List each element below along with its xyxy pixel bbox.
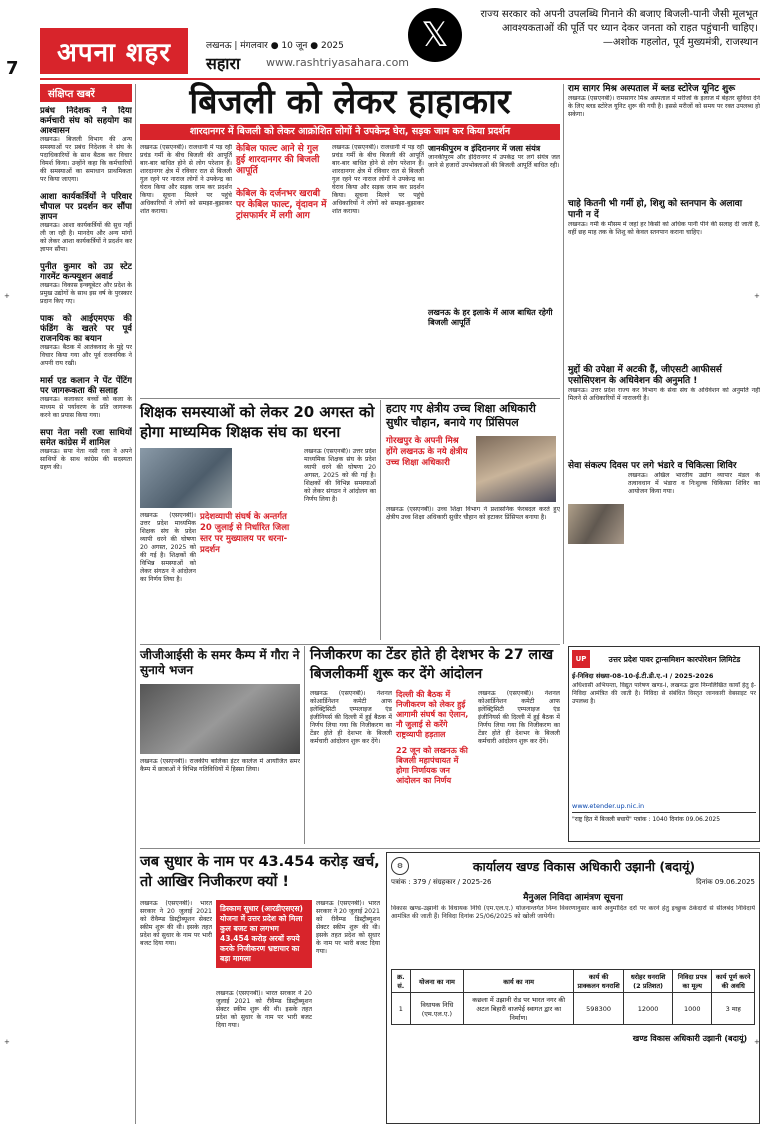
privatization-body: लखनऊ (एसएनबी)। नेशनल कोआर्डिनेशन कमेटी आफ इलेक्ट्रिसिटी एम्पलाइज एंड इंजीनियर्स की दिल्ली में हुई बैठक में निर्णय लिया गया कि निजीकरण का टेंडर होते ही देशभर के बिजली कर्मचारी आंदोलन शुरू कर देंगे। (310, 690, 392, 745)
lead-body-cont: लखनऊ (एसएनबी)। राजधानी में पड़ रही प्रचंड गर्मी के बीच बिजली की आपूर्ति बार-बार बाधित होने से लोग परेशान हैं। शारदानगर क्षेत्र में रविवार रात से बिजली गुल रहने पर नाराज लोगों ने उपकेन्द्र का घेराव किया और सड़क जाम कर प्रदर्शन किया। सूचना मिलने पर पहुंचे अधिकारियों ने लोगों को समझा-बुझाकर शांत कराया। (332, 144, 424, 215)
teachers-body-cont: लखनऊ (एसएनबी)। उत्तर प्रदेश माध्यमिक शिक्षक संघ के प्रदेश व्यापी धरने की घोषणा 20 अगस्त, 2025 को की गई है। शिक्षकों की विभिन्न समस्याओं को लेकर संगठन ने आंदोलन का निर्णय लिया है। (304, 448, 376, 503)
crop-mark: + (4, 292, 10, 300)
story-body: लखनऊ। गर्मी के मौसम में जहां हर किसी को अधिक पानी पीने की सलाह दी जाती है, वहीं छह माह तक के शिशु को केवल स्तनपान कराना चाहिए। (568, 221, 760, 236)
higher-edu-headline: हटाए गए क्षेत्रीय उच्च शिक्षा अधिकारी सुधीर चौहान, बनाये गए प्रिंसिपल (386, 402, 536, 429)
pull-quote: केबिल फाल्ट आने से गुल हुई शारदानगर की बिजली आपूर्ति (236, 144, 320, 176)
sidebox-body: जानकीपुरम और इंदिरानगर में उपकेंद्र पर लगे संयंत्र जल जाने से हजारों उपभोक्ताओं की बिजली आपूर्ति बाधित रही। (428, 154, 560, 169)
brief-news-list (40, 106, 132, 1106)
crop-mark: + (4, 1038, 10, 1046)
teachers-pull: प्रदेशव्यापी संघर्ष के अन्तर्गत 20 जुलाई से निर्धारित जिला स्तर पर मुख्यालय पर धरना-प्रदर्शन (200, 512, 290, 555)
summer-camp-photo (140, 684, 300, 754)
table-header: क्र. सं. (392, 970, 411, 993)
sidebox-highlight: लखनऊ के हर इलाके में आज बाधित रहेगी बिजली आपूर्ति (428, 308, 553, 327)
upptcl-tender-ad (568, 646, 760, 842)
pull-quote: दिल्ली की बैठक में निजीकरण को लेकर हुई आगामी संघर्ष का ऐलान, नौ जुलाई से करेंगे राष्ट्रव्यापी हड़ताल (396, 690, 469, 739)
right-stories (568, 84, 760, 532)
tender-body: विकास खण्ड-उझानी के विधायक निधि (एम.एल.ए.) योजनान्तर्गत निम्न विवरणानुसार कार्य अनुमोदित दरों पर करने हेतु इच्छुक ठेकेदारों से सीलबंद निविदायें आमंत्रित की जाती हैं। निविदा दिनांक 25/06/2025 को खोली जायेगी। (391, 905, 755, 920)
edition-date: लखनऊ | मंगलवार ● 10 जून ● 2025 (206, 41, 344, 51)
reform-body-cont2: लखनऊ (एसएनबी)। भारत सरकार ने 20 जुलाई 2021 को रीवैम्प्ड डिस्ट्रीब्यूशन सेक्टर स्कीम शुरू की थी। इसके तहत प्रदेश को सुधार के नाम पर भारी बजट दिया गया। (316, 900, 380, 955)
brief-news-column (40, 84, 132, 1106)
story-head: सेवा संकल्प दिवस पर लगे भंडारे व चिकित्सा शिविर (568, 461, 737, 471)
table-header: योजना का नाम (410, 970, 463, 993)
lead-subhead: शारदानगर में बिजली को लेकर आक्रोशित लोगों ने उपकेन्द्र घेरा, सड़क जाम कर किया प्रदर्शन (140, 124, 560, 140)
table-header: कार्य का नाम (464, 970, 574, 993)
ad-tender-no: ई-निविदा संख्या-08-10-ई.टी.डी.ए.-I / 2025-2026 (572, 672, 714, 680)
tender-table (391, 969, 755, 1025)
x-logo-icon: 𝕏 (408, 8, 462, 62)
pull-quote: केबिल के दर्जनभर खराबी पर केबिल फाल्ट, वृंदावन में ट्रांसफार्मर में लगी आग (236, 189, 327, 221)
sidebox-head: जानकीपुरम व इंदिरानगर में जला संयंत्र (428, 144, 541, 153)
quote-author: —अशोक गहलोत, पूर्व मुख्यमंत्री, राजस्थान (602, 37, 758, 48)
block-office-tender (386, 852, 760, 1124)
crop-mark: + (754, 292, 760, 300)
table-row: 1 विधायक निधि (एम.एल.ए.) कछला में उझानी रोड पर भारत नगर की अटल बिहारी वाजपेई स्वागत द्वार का निर्माण। 598300 12000 1000 3 माह (392, 993, 755, 1025)
teachers-body: लखनऊ (एसएनबी)। उत्तर प्रदेश माध्यमिक शिक्षक संघ के प्रदेश व्यापी धरने की घोषणा 20 अगस्त, 2025 को की गई है। शिक्षकों की विभिन्न समस्याओं को लेकर संगठन ने आंदोलन का निर्णय लिया है। (140, 512, 196, 583)
ad-body: अधिशासी अभियन्ता, विद्युत पारेषण खण्ड-I, लखनऊ द्वारा निम्नलिखित कार्यों हेतु ई-निविदा आमंत्रित की जाती है। निविदा से संबंधित विस्तृत जानकारी वेबसाइट पर उपलब्ध है। (572, 682, 756, 705)
list-item: पुनीत कुमार को उप्र स्टेट गारमेंट कन्फ्यूशन अवार्ड लखनऊ। विकास इन्क्यूबेटर और प्रदेश के प्रमुख उद्योगों के साथ इस वर्ष के पुरस्कार प्रदान किए गए। (40, 262, 132, 305)
reform-callout: डिस्काम सुधार (आरडीएसएस) योजना में उत्तर प्रदेश को मिला कुल बजट का लगभग 43.454 करोड़ अरबों रुपये करके निजीकरण भ्रष्टाचार का बड़ा मामला (216, 900, 312, 968)
upptcl-logo-icon: UP (572, 650, 590, 668)
lead-headline: बिजली को लेकर हाहाकार (189, 82, 511, 122)
section-logo: अपना शहर (40, 28, 188, 74)
list-item: पाक को आईएमएफ की फंडिंग के खतरे पर पूर्व राजनयिक का बयान लखनऊ। बैठक में आतंकवाद के मुद्दे पर विचार किया गया और पूर्व राजनयिक ने अपनी राय रखी। (40, 314, 132, 367)
privatization-body-cont: लखनऊ (एसएनबी)। नेशनल कोआर्डिनेशन कमेटी आफ इलेक्ट्रिसिटी एम्पलाइज एंड इंजीनियर्स की दिल्ली में हुई बैठक में निर्णय लिया गया कि निजीकरण का टेंडर होते ही देशभर के बिजली कर्मचारी आंदोलन शुरू कर देंगे। (478, 690, 560, 745)
tender-subtitle: मैनुअल निविदा आमंत्रण सूचना (523, 893, 623, 903)
story-head: चाहे कितनी भी गर्मी हो, शिशु को स्तनपान के अलावा पानी न दें (568, 199, 743, 220)
table-header: धरोहर धनराशि (2 प्रतिशत) (624, 970, 673, 993)
summer-camp-body: लखनऊ (एसएनबी)। राजकीय बालिका इंटर कालेज में आयोजित समर कैम्प में छात्राओं ने विभिन्न गतिविधियों में हिस्सा लिया। (140, 758, 300, 773)
higher-edu-pull: गोरखपुर के अपनी मिश्र होंगे लखनऊ के नये क्षेत्रीय उच्च शिक्षा अधिकारी (386, 436, 468, 468)
privatization-pulls (396, 690, 474, 786)
reform-body-cont: लखनऊ (एसएनबी)। भारत सरकार ने 20 जुलाई 2021 को रीवैम्प्ड डिस्ट्रीब्यूशन सेक्टर स्कीम शुरू की थी। इसके तहत प्रदेश को सुधार के नाम पर भारी बजट दिया गया। (216, 990, 312, 1029)
quote-text: राज्य सरकार को अपनी उपलब्धि गिनाने की बजाए बिजली-पानी जैसी मूलभूत आवश्यकताओं की पूर्ति पर ध्यान देकर जनता को राहत पहुंचानी चाहिए। (480, 9, 758, 34)
privatization-headline: निजीकरण का टेंडर होते ही देशभर के 27 लाख बिजलीकर्मी शुरू कर देंगे आंदोलन (310, 647, 554, 682)
lead-sidebox (428, 144, 560, 328)
story-body: लखनऊ। अखिल भारतीय उद्योग व्यापार मंडल के तत्वावधान में भंडारा व निःशुल्क चिकित्सा शिविर का आयोजन किया गया। (628, 472, 760, 495)
emblem-icon: ⚙ (391, 857, 409, 875)
list-item: सपा नेता नसी रजा साथियों समेत कांग्रेस में शामिल लखनऊ। सपा नेता नसी रजा ने अपने साथियों के साथ कांग्रेस की सदस्यता ग्रहण की। (40, 428, 132, 471)
tender-signature: खण्ड विकास अधिकारी उझानी (बदायूं) (632, 1034, 748, 1043)
reform-body: लखनऊ (एसएनबी)। भारत सरकार ने 20 जुलाई 2021 को रीवैम्प्ड डिस्ट्रीब्यूशन सेक्टर स्कीम शुरू की थी। इसके तहत प्रदेश को सुधार के नाम पर भारी बजट दिया गया। (140, 900, 212, 947)
story-head: राम सागर मिश्र अस्पताल में ब्लड स्टोरेज यूनिट शुरू (568, 84, 736, 94)
brief-news-tag: संक्षिप्त खबरें (40, 84, 132, 102)
summer-camp-headline: जीजीआईसी के समर कैम्प में गौरा ने सुनाये भजन (140, 648, 300, 677)
lead-pull-quotes (236, 144, 328, 222)
reform-headline: जब सुधार के नाम पर 43.454 करोड़ खर्च, तो आखिर निजीकरण क्यों ! (140, 854, 380, 890)
table-header: कार्य की प्राक्कलन धनराशि (574, 970, 624, 993)
story-body: लखनऊ। उत्तर प्रदेश राज्य कर विभाग के सेवा संघ के अधिवेशन को अनुमति नहीं मिलने से अधिकारियों में नाराजगी है। (568, 387, 760, 402)
crop-mark: + (754, 1038, 760, 1046)
officer-photo (476, 436, 556, 502)
brand-name: सहारा (206, 54, 241, 73)
tender-title: कार्यालय खण्ड विकास अधिकारी उझानी (बदायूं) (472, 858, 696, 874)
ad-footer: "राष्ट्र हित में बिजली बचायें" पत्रांक : 1040 दिनांक 09.06.2025 (572, 812, 756, 823)
list-item: प्रबंध निदेशक ने दिया कर्मचारी संघ को सहयोग का आश्वासन लखनऊ। बिजली विभाग की अन्य समस्याओं पर प्रबंध निदेशक ने संघ के पदाधिकारियों के साथ बैठक कर विचार विमर्श किया। उन्होंने कहा कि कर्मचारियों की समस्याओं का समाधान प्राथमिकता पर किया जाएगा। (40, 106, 132, 183)
teachers-photo (140, 448, 232, 508)
story-body: लखनऊ (एसएनबी)। रामसागर मिश्र अस्पताल में मरीजों के इलाज में बेहतर सुविधा देने के लिए ब्लड स्टोरेज यूनिट शुरू की गयी है। इससे मरीजों को समय पर रक्त उपलब्ध हो सकेगा। (568, 95, 760, 118)
pull-quote: 22 जून को लखनऊ की बिजली महापंचायत में होगा निर्णायक जन आंदोलन का निर्णय (396, 746, 468, 785)
tender-ref-no: पत्रांक : 379 / संग्रहकार / 2025-26 (391, 878, 492, 886)
lead-body: लखनऊ (एसएनबी)। राजधानी में पड़ रही प्रचंड गर्मी के बीच बिजली की आपूर्ति बार-बार बाधित होने से लोग परेशान हैं। शारदानगर क्षेत्र में रविवार रात से बिजली गुल रहने पर नाराज लोगों ने उपकेन्द्र का घेराव किया और सड़क जाम कर प्रदर्शन किया। सूचना मिलने पर पहुंचे अधिकारियों ने लोगों को समझा-बुझाकर शांत कराया। (140, 144, 232, 215)
list-item: मार्स एड कलान ने पेंट पेंटिंग पर जागरूकता की सलाह लखनऊ। कलाकार बच्चों को कला के माध्यम से पर्यावरण के प्रति जागरूक करने का प्रयास किया गया। (40, 376, 132, 419)
higher-edu-body: लखनऊ (एसएनबी)। उच्च शिक्षा विभाग ने प्रशासनिक फेरबदल करते हुए क्षेत्रीय उच्च शिक्षा अधिकारी सुधीर चौहान को हटाकर प्रिंसिपल बनाया है। (386, 506, 560, 521)
page-number: 7 (6, 58, 19, 79)
website-link[interactable]: www.rashtriyasahara.com (266, 56, 410, 69)
quote-box (476, 8, 758, 50)
teachers-headline: शिक्षक समस्याओं को लेकर 20 अगस्त को होगा माध्यमिक शिक्षक संघ का धरना (140, 403, 375, 441)
ad-title: उत्तर प्रदेश पावर ट्रान्समिशन कारपोरेशन लिमिटेड (608, 654, 741, 664)
ad-site-link[interactable]: www.etender.up.nic.in (572, 802, 645, 810)
story-photo (568, 504, 624, 544)
story-head: मुद्दों की उपेक्षा में अटकी हैं, जीएसटी आफीसर्स एसोसिएशन के अधिवेशन की अनुमति ! (568, 365, 722, 386)
table-header: कार्य पूर्ण करने की अवधि (712, 970, 755, 993)
list-item: आशा कार्यकर्त्रियों ने परिवार चौपाल पर प्रदर्शन कर सौंपा ज्ञापन लखनऊ। आशा कार्यकर्त्रियों की सुध नहीं ली जा रही है। मानदेय और अन्य मांगों को लेकर आशा कार्यकर्त्रियों ने प्रदर्शन कर ज्ञापन सौंपा। (40, 192, 132, 253)
table-header: निविदा प्रपत्र का मूल्य (673, 970, 712, 993)
tender-ref-date: दिनांक 09.06.2025 (696, 878, 755, 886)
